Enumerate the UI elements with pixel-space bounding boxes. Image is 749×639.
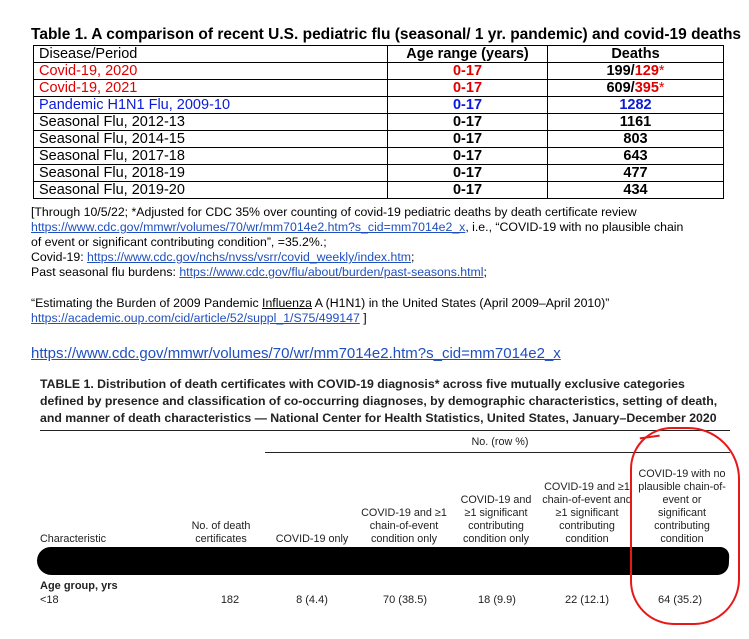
table-row	[34, 131, 724, 148]
note-flu-source	[31, 265, 487, 280]
period-cell: Seasonal Flu, 2017-18	[34, 148, 388, 165]
period-cell: Covid-19, 2020	[34, 63, 388, 80]
deaths-adjusted-value: 395	[634, 80, 659, 96]
table-row	[34, 80, 724, 97]
note-line-2	[31, 220, 683, 235]
table-row	[34, 165, 724, 182]
estimate-close: ]	[359, 311, 367, 325]
age-group-label: Age group, yrs	[40, 580, 118, 592]
period-cell: Seasonal Flu, 2014-15	[34, 131, 388, 148]
deaths-cell	[548, 165, 724, 182]
deaths-cell	[548, 114, 724, 131]
period-cell: Covid-19, 2021	[34, 80, 388, 97]
table1-title: Table 1. A comparison of recent U.S. pediatric flu (seasonal/ 1 yr. pandemic) and covid-19 deaths	[31, 26, 742, 43]
deaths-value: 803	[623, 131, 648, 147]
estimate-underlined: Influenza	[262, 296, 312, 310]
flu-after: ;	[483, 265, 487, 279]
header-disease-period: Disease/Period	[34, 46, 388, 63]
deaths-adjusted-value: 129	[634, 63, 659, 79]
adjustment-asterisk: *	[658, 63, 665, 79]
deaths-cell	[548, 131, 724, 148]
row-chain-of-event: 70 (38.5)	[382, 594, 428, 606]
mmwr-link[interactable]: https://www.cdc.gov/mmwr/volumes/70/wr/mm7014e2.htm?s_cid=mm7014e2_x	[31, 220, 466, 234]
deaths-value: 477	[623, 165, 648, 181]
mmwr-big-link[interactable]: https://www.cdc.gov/mmwr/volumes/70/wr/mm7014e2.htm?s_cid=mm7014e2_x	[31, 345, 561, 362]
row-significant-contributing: 18 (9.9)	[478, 594, 516, 606]
col-chain-and-significant: COVID-19 and ≥1 chain-of-event and ≥1 significant contributing condition	[542, 481, 632, 545]
period-cell: Seasonal Flu, 2019-20	[34, 182, 388, 199]
header-age-range: Age range (years)	[388, 46, 548, 63]
deaths-cell	[548, 63, 724, 80]
note-line-2-text: , i.e., “COVID-19 with no plausible chain	[465, 220, 684, 234]
table-row	[34, 97, 724, 114]
table-row	[34, 114, 724, 131]
header-deaths: Deaths	[548, 46, 724, 63]
deaths-value: 643	[623, 148, 648, 164]
period-cell: Pandemic H1N1 Flu, 2009-10	[34, 97, 388, 114]
redaction-bar	[37, 547, 730, 575]
age-cell: 0-17	[388, 63, 548, 80]
col-no-plausible-chain: COVID-19 with no plausible chain-of-event or significant contributing condition	[638, 468, 726, 545]
deaths-value: 199/	[606, 63, 635, 79]
table2-caption: TABLE 1. Distribution of death certificates with COVID-19 diagnosis* across five mutually exclusive categories defined by presence and classification of co-occurring diagnoses, by demographic characteristics, setting of death, and manner of death characteristics — National Center for Health Statistics, United States, January–December 2020	[40, 377, 718, 425]
col-chain-of-event: COVID-19 and ≥1 chain-of-event condition only	[361, 507, 447, 545]
row-no-plausible-chain: 64 (35.2)	[657, 594, 703, 606]
age-cell: 0-17	[388, 165, 548, 182]
deaths-cell	[548, 97, 724, 114]
age-cell: 0-17	[388, 97, 548, 114]
adjustment-asterisk: *	[658, 80, 665, 96]
age-cell: 0-17	[388, 80, 548, 97]
age-cell: 0-17	[388, 182, 548, 199]
pediatric-deaths-table	[33, 45, 724, 199]
top-rule	[40, 430, 730, 431]
col-characteristic: Characteristic	[40, 533, 106, 545]
table-row	[34, 63, 724, 80]
col-significant-contributing: COVID-19 and ≥1 significant contributing condition only	[460, 494, 532, 545]
covid-label: Covid-19:	[31, 250, 88, 264]
col-covid-only: COVID-19 only	[275, 533, 349, 545]
row-no-death-certificates: 182	[220, 594, 240, 606]
estimate-before: “Estimating the Burden of 2009 Pandemic	[31, 296, 263, 310]
deaths-value: 1161	[619, 114, 652, 130]
red-highlight-circle	[630, 427, 740, 625]
age-cell: 0-17	[388, 114, 548, 131]
period-cell: Seasonal Flu, 2012-13	[34, 114, 388, 131]
covid-weekly-link[interactable]: https://www.cdc.gov/nchs/nvss/vsrr/covid_weekly/index.htm	[87, 250, 411, 264]
row-covid-only: 8 (4.4)	[296, 594, 328, 606]
age-cell: 0-17	[388, 131, 548, 148]
deaths-cell	[548, 80, 724, 97]
flu-burden-link[interactable]: https://www.cdc.gov/flu/about/burden/past-seasons.html	[179, 265, 484, 279]
table-row	[34, 148, 724, 165]
note-line-1: [Through 10/5/22; *Adjusted for CDC 35% over counting of covid-19 pediatric deaths by death certificate review	[31, 205, 637, 219]
note-line-3: of event or significant contributing condition”, =35.2%.;	[31, 235, 327, 249]
note-estimate-link-line	[31, 311, 367, 326]
deaths-value: 609/	[606, 80, 635, 96]
deaths-value: 1282	[619, 97, 652, 113]
row-chain-and-significant: 22 (12.1)	[564, 594, 610, 606]
covid-after: ;	[411, 250, 415, 264]
deaths-cell	[548, 182, 724, 199]
note-covid-source	[31, 250, 414, 265]
deaths-cell	[548, 148, 724, 165]
oup-link[interactable]: https://academic.oup.com/cid/article/52/suppl_1/S75/499147	[31, 311, 360, 325]
note-estimate-title	[31, 296, 609, 311]
period-cell: Seasonal Flu, 2018-19	[34, 165, 388, 182]
flu-label: Past seasonal flu burdens:	[31, 265, 180, 279]
deaths-value: 434	[623, 182, 648, 198]
age-cell: 0-17	[388, 148, 548, 165]
table-row	[34, 182, 724, 199]
col-no-death-certificates: No. of death certificates	[191, 520, 251, 545]
table-header-row	[34, 46, 724, 63]
row-characteristic: <18	[40, 594, 59, 606]
estimate-after: A (H1N1) in the United States (April 2009–April 2010)”	[311, 296, 610, 310]
no-row-pct-label: No. (row %)	[471, 436, 529, 448]
